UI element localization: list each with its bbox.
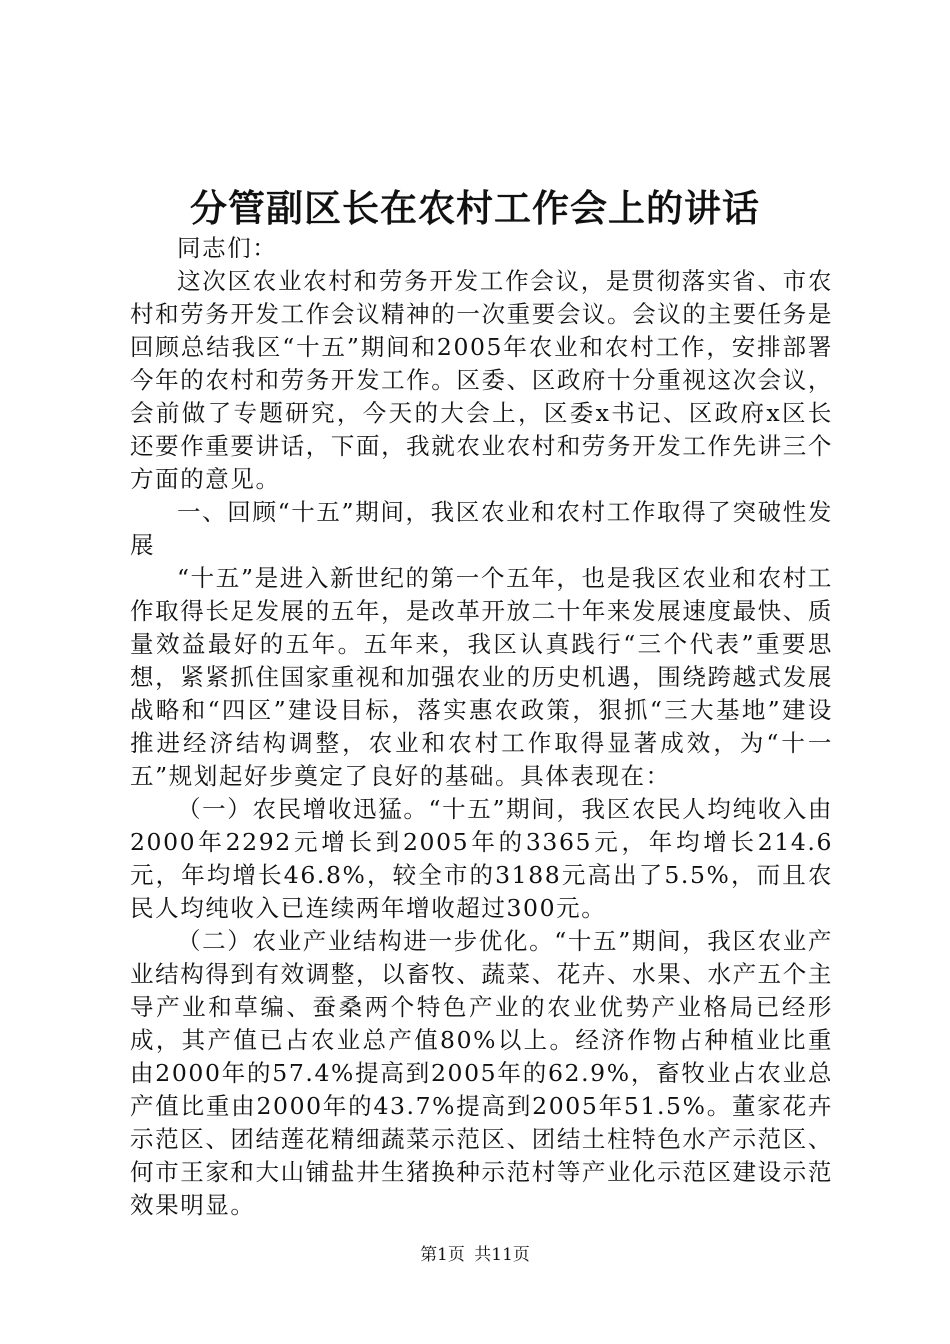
page-total: 共11页	[474, 1245, 530, 1265]
paragraph-farmer-income: （一）农民增收迅猛。“十五”期间，我区农民人均纯收入由2000年2292元增长到2005年的3365元，年均增长214.6元，年均增长46.8%，较全市的3188元高出了5.5%，而且农民人均纯收入已连续两年增收超过300元。	[130, 795, 833, 922]
paragraph-intro: 这次区农业农村和劳务开发工作会议，是贯彻落实省、市农村和劳务开发工作会议精神的一次重要会议。会议的主要任务是回顾总结我区“十五”期间和2005年农业和农村工作，安排部署今年的农村和劳务开发工作。区委、区政府十分重视这次会议，会前做了专题研究，今天的大会上，区委x书记、区政府x区长还要作重要讲话，下面，我就农业农村和劳务开发工作先讲三个方面的意见。	[130, 267, 833, 493]
page-footer	[0, 1243, 950, 1267]
page-number: 第1页	[420, 1245, 465, 1265]
document-body	[130, 232, 833, 1222]
document-title: 分管副区长在农村工作会上的讲话	[190, 186, 760, 230]
salutation: 同志们：	[177, 234, 278, 262]
paragraph-overview: “十五”是进入新世纪的第一个五年，也是我区农业和农村工作取得长足发展的五年，是改革开放二十年来发展速度最快、质量效益最好的五年。五年来，我区认真践行“三个代表”重要思想，紧紧抓住国家重视和加强农业的历史机遇，围绕跨越式发展战略和“四区”建设目标，落实惠农政策，狠抓“三大基地”建设推进经济结构调整，农业和农村工作取得显著成效，为“十一五”规划起好步奠定了良好的基础。具体表现在：	[130, 564, 833, 790]
section-heading-1: 一、回顾“十五”期间，我区农业和农村工作取得了突破性发展	[130, 498, 833, 559]
paragraph-industry-structure: （二）农业产业结构进一步优化。“十五”期间，我区农业产业结构得到有效调整，以畜牧、蔬菜、花卉、水果、水产五个主导产业和草编、蚕桑两个特色产业的农业优势产业格局已经形成，其产值已占农业总产值80%以上。经济作物占种植业比重由2000年的57.4%提高到2005年的62.9%，畜牧业占农业总产值比重由2000年的43.7%提高到2005年51.5%。董家花卉示范区、团结莲花精细蔬菜示范区、团结土柱特色水产示范区、何市王家和大山铺盐井生猪换种示范村等产业化示范区建设示范效果明显。	[130, 927, 833, 1219]
